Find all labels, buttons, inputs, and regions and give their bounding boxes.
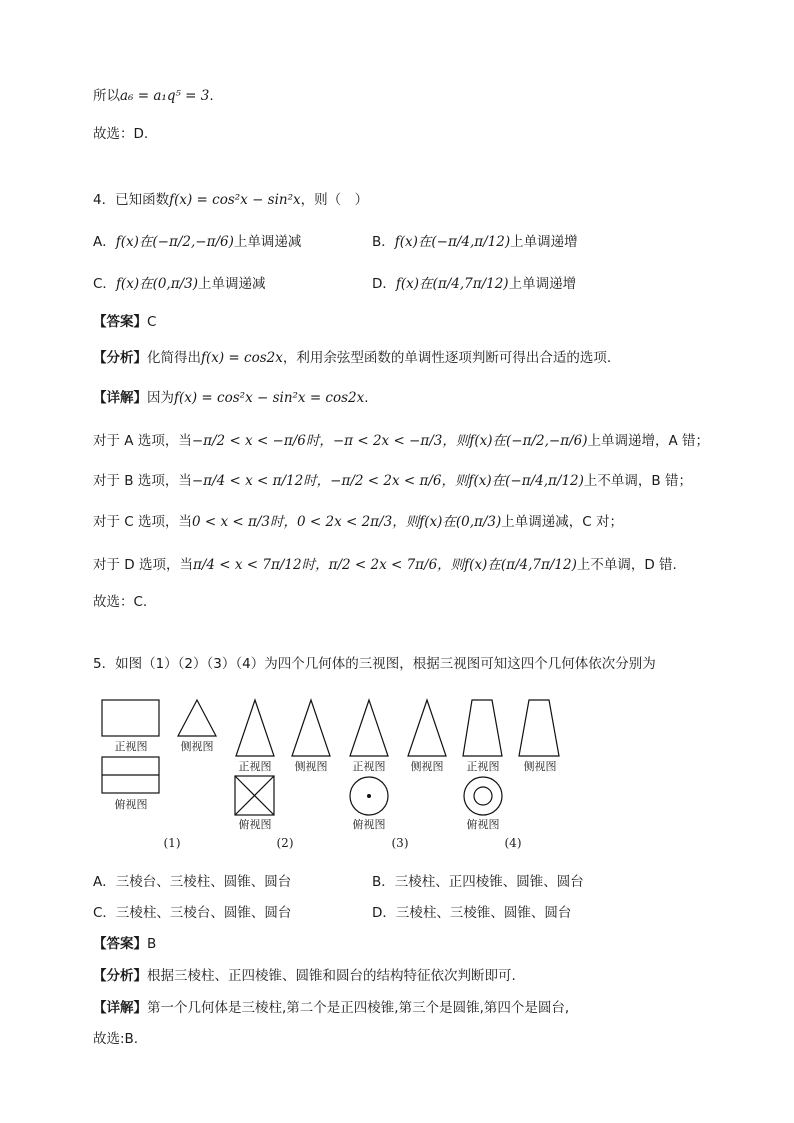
q5-option-a: A．三棱台、三棱柱、圆锥、圆台	[93, 874, 292, 890]
front-view-rect-1	[102, 700, 159, 736]
q4-stem: 4．已知函数f(x) = cos²x − sin²x，则（ ）	[93, 192, 369, 208]
q4-detail-b: 对于 B 选项，当−π/4 < x < π/12时，−π/2 < 2x < π/6，则f(x)在(−π/4,π/12)上不单调，B 错；	[93, 473, 692, 489]
figure-label-1: (1)	[163, 836, 181, 850]
three-view-figure	[0, 690, 794, 860]
formula: f(x)在(−π/2,−π/6)	[115, 234, 234, 250]
q4-option-b: B．f(x)在(−π/4,π/12)上单调递增	[372, 234, 578, 250]
q4-detail-c: 对于 C 选项，当0 < x < π/3时，0 < 2x < 2π/3，则f(x)在(0,π/3)上单调递减，C 对；	[93, 514, 623, 530]
front-view-triangle-2	[236, 700, 274, 756]
q4-detail-d: 对于 D 选项，当π/4 < x < 7π/12时，π/2 < 2x < 7π/6，则f(x)在(π/4,7π/12)上不单调，D 错.	[93, 557, 677, 573]
formula: f(x) = cos²x − sin²x	[169, 192, 301, 208]
formula: −π/4 < x < π/12时，−π/2 < 2x < π/6，则f(x)在(−π/4,π/12)	[191, 473, 584, 489]
label-front-4: 正视图	[466, 760, 500, 773]
label-top-1: 俯视图	[114, 798, 148, 811]
formula: f(x)在(π/4,7π/12)	[395, 276, 509, 292]
side-view-triangle-1	[178, 700, 216, 736]
q5-option-c: C．三棱柱、三棱台、圆锥、圆台	[93, 905, 292, 921]
side-view-triangle-2	[292, 700, 330, 756]
formula: f(x) = cos2x	[201, 350, 283, 366]
top-view-outer-circle-4	[464, 777, 502, 815]
q5-analysis: 【分析】根据三棱柱、正四棱锥、圆锥和圆台的结构特征依次判断即可.	[93, 968, 516, 984]
prev-choose-line: 故选：D.	[93, 126, 149, 142]
q5-choose: 故选:B.	[93, 1031, 139, 1047]
label-side-3: 侧视图	[410, 760, 444, 773]
front-view-triangle-3	[350, 700, 388, 756]
formula: a₆ = a₁q⁵ = 3	[120, 88, 210, 104]
q4-option-d: D．f(x)在(π/4,7π/12)上单调递增	[372, 276, 577, 292]
formula: π/4 < x < 7π/12时，π/2 < 2x < 7π/6，则f(x)在(π/4,7π/12)	[192, 557, 577, 573]
figure-label-2: (2)	[276, 836, 294, 850]
figure-label-4: (4)	[504, 836, 522, 850]
side-view-triangle-3	[408, 700, 446, 756]
top-view-inner-circle-4	[474, 787, 492, 805]
q5-option-b: B．三棱柱、正四棱锥、圆锥、圆台	[372, 874, 584, 890]
label-top-3: 俯视图	[352, 818, 386, 831]
q4-analysis: 【分析】化简得出f(x) = cos2x，利用余弦型函数的单调性逐项判断可得出合适的选项.	[93, 350, 612, 366]
label-side-2: 侧视图	[294, 760, 328, 773]
prev-conclusion-line: 所以a₆ = a₁q⁵ = 3.	[93, 88, 214, 104]
q4-option-a: A．f(x)在(−π/2,−π/6)上单调递减	[93, 234, 302, 250]
front-view-trapezoid-4	[463, 700, 502, 756]
figure-label-3: (3)	[391, 836, 409, 850]
label-top-4: 俯视图	[466, 818, 500, 831]
formula: −π/2 < x < −π/6时，−π < 2x < −π/3，则f(x)在(−π/2,−π/6)	[191, 433, 588, 449]
q4-option-c: C．f(x)在(0,π/3)上单调递减	[93, 276, 266, 292]
side-view-trapezoid-4	[519, 700, 559, 756]
formula: f(x) = cos²x − sin²x = cos2x	[174, 390, 365, 406]
label-top-2: 俯视图	[238, 818, 272, 831]
label-side-1: 侧视图	[180, 740, 214, 753]
label-front-1: 正视图	[114, 740, 148, 753]
label-front-2: 正视图	[238, 760, 272, 773]
q4-choose: 故选：C.	[93, 594, 148, 610]
label-front-3: 正视图	[352, 760, 386, 773]
formula: 0 < x < π/3时，0 < 2x < 2π/3，则f(x)在(0,π/3)	[192, 514, 502, 530]
formula: f(x)在(0,π/3)	[115, 276, 199, 292]
label-side-4: 侧视图	[523, 760, 557, 773]
q5-stem: 5．如图（1）（2）（3）（4）为四个几何体的三视图，根据三视图可知这四个几何体依次分别为	[93, 656, 656, 672]
q5-answer: 【答案】B	[93, 936, 157, 952]
q5-option-d: D．三棱柱、三棱锥、圆锥、圆台	[372, 905, 572, 921]
q4-detail-a: 对于 A 选项，当−π/2 < x < −π/6时，−π < 2x < −π/3，则f(x)在(−π/2,−π/6)上单调递增，A 错；	[93, 433, 710, 449]
q5-detail: 【详解】第一个几何体是三棱柱,第二个是正四棱锥,第三个是圆锥,第四个是圆台,	[93, 1000, 570, 1016]
top-view-center-dot-3	[367, 794, 371, 798]
q4-answer: 【答案】C	[93, 314, 157, 330]
q4-detail: 【详解】因为f(x) = cos²x − sin²x = cos2x.	[93, 390, 369, 406]
formula: f(x)在(−π/4,π/12)	[394, 234, 511, 250]
